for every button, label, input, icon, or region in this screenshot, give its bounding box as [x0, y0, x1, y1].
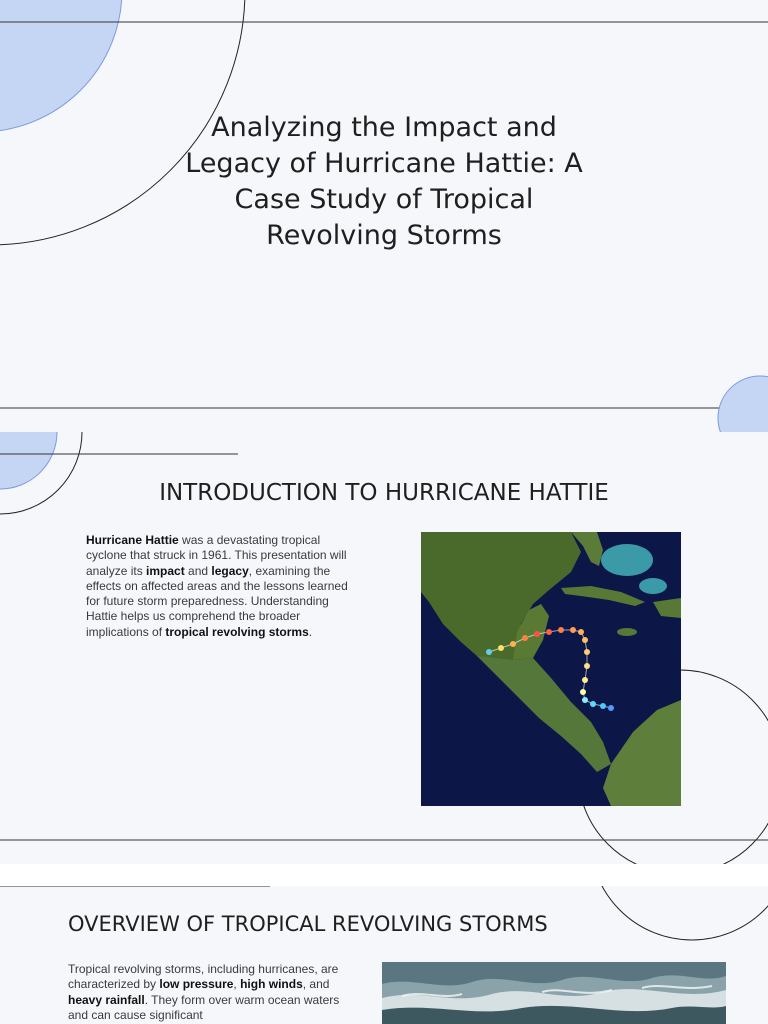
- body-text: and: [184, 563, 212, 578]
- emphasis-text: tropical revolving storms: [165, 624, 309, 639]
- emphasis-text: heavy rainfall: [68, 992, 145, 1007]
- hurricane-track-map-image: [421, 532, 681, 806]
- body-text: . They form over warm ocean waters and can cause significant: [68, 992, 340, 1022]
- emphasis-text: impact: [146, 563, 185, 578]
- introduction-slide: [0, 432, 768, 864]
- emphasis-text: high winds: [240, 977, 303, 992]
- body-text: was a devastating tropical cyclone that struck in 1961. This presentation will analyze its: [86, 533, 347, 578]
- body-text: ,: [233, 977, 241, 992]
- body-text: , and: [302, 977, 330, 992]
- emphasis-text: Hurricane Hattie: [86, 533, 179, 547]
- accent-circle-bottom-right: [718, 376, 768, 432]
- jamaica-landmass: [617, 628, 637, 636]
- emphasis-text: legacy: [211, 563, 249, 578]
- outline-circle-top-right: [590, 886, 768, 940]
- body-text: .: [308, 624, 313, 639]
- slide-gap: [0, 864, 768, 886]
- stormy-waves-image: [382, 962, 726, 1024]
- body-text: , examining the effects on affected areas and the lessons learned for future storm preparedness. Understanding Hattie helps us comprehend the broader implications of: [86, 563, 348, 639]
- overview-paragraph: [68, 962, 348, 1023]
- section-heading: INTRODUCTION TO HURRICANE HATTIE: [159, 480, 609, 506]
- body-text: Tropical revolving storms, including hurricanes, are characterized by: [68, 962, 339, 992]
- section-heading: OVERVIEW OF TROPICAL REVOLVING STORMS: [68, 912, 548, 936]
- accent-circle-top-left: [0, 0, 122, 132]
- emphasis-text: low pressure: [159, 977, 234, 992]
- intro-paragraph: [86, 533, 358, 640]
- bahamas-shallows: [601, 544, 653, 576]
- presentation-title: Analyzing the Impact and Legacy of Hurricane Hattie: A Case Study of Tropical Revolving Storms: [185, 112, 583, 251]
- overview-slide: [0, 886, 768, 1024]
- title-slide: [0, 0, 768, 432]
